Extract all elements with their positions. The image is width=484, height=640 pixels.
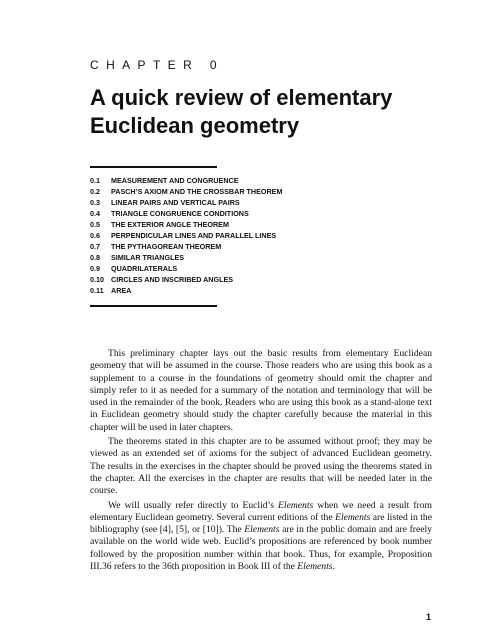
- toc-title: PASCH’S AXIOM AND THE CROSSBAR THEOREM: [111, 187, 283, 197]
- toc-number: 0.4: [90, 209, 100, 219]
- toc-item: [90, 208, 282, 219]
- chapter-title: [90, 84, 450, 140]
- text-run: are in the public domain and are freely available on the world wide web. Euclid’s propositions are referenced by book number followed by the proposition number within that book. Thus, for example, Proposition III.36 refers to the 36th proposition in Book III of the: [90, 524, 432, 573]
- book-title: Elements: [297, 561, 333, 573]
- toc-number: 0.2: [90, 187, 100, 197]
- toc-top-rule: [90, 166, 217, 168]
- toc-title: THE PYTHAGOREAN THEOREM: [111, 242, 222, 252]
- toc-item: [90, 230, 282, 241]
- chapter-title-line-1: A quick review of elementary: [90, 85, 393, 110]
- toc-title: LINEAR PAIRS AND VERTICAL PAIRS: [111, 198, 240, 208]
- toc-item: [90, 197, 282, 208]
- body-paragraph-2: The theorems stated in this chapter are to be assumed without proof; they may be viewed as an extended set of axioms for the subject of advanced Euclidean geometry. The results in the exercises in the chapter should be proved using the theorems stated in the chapter. All the exercises in the chapter are results that will be needed later in the course.: [90, 436, 432, 497]
- body-paragraph-1: This preliminary chapter lays out the basic results from elementary Euclidean geometry that will be assumed in the course. Those readers who are using this book as a supplement to a course in the foundations of geometry should omit the chapter and simply refer to it as needed for a summary of the notation and terminology that will be used in the remainder of the book. Readers who are using this book as a stand-alone text in Euclidean geometry should study the chapter carefully because the material in this chapter will be used in later chapters.: [90, 348, 432, 433]
- chapter-contents: [90, 175, 282, 297]
- toc-title: QUADRILATERALS: [111, 264, 178, 274]
- toc-item: [90, 241, 282, 252]
- toc-title: CIRCLES AND INSCRIBED ANGLES: [111, 275, 234, 285]
- toc-item: [90, 186, 282, 197]
- toc-number: 0.3: [90, 198, 100, 208]
- toc-item: [90, 252, 282, 263]
- toc-title: TRIANGLE CONGRUENCE CONDITIONS: [111, 209, 249, 219]
- book-title: Elements: [278, 499, 314, 511]
- toc-title: PERPENDICULAR LINES AND PARALLEL LINES: [111, 231, 277, 241]
- page-number: 1: [426, 612, 432, 622]
- toc-number: 0.8: [90, 253, 100, 263]
- text-run: .: [332, 561, 335, 573]
- text-run: when we need a result from elementary Euclidean geometry. Several current editions of the: [90, 499, 432, 523]
- toc-title: THE EXTERIOR ANGLE THEOREM: [111, 220, 229, 230]
- toc-item: [90, 274, 282, 285]
- chapter-title-line-2: Euclidean geometry: [90, 113, 300, 138]
- text-run: are listed in the bibliography (see [4], [5], or [10]). The: [90, 511, 432, 536]
- book-title: Elements: [244, 524, 280, 536]
- toc-item: [90, 285, 282, 296]
- text-run: We will usually refer directly to Euclid’s: [108, 499, 279, 511]
- toc-item: [90, 219, 282, 230]
- toc-item: [90, 175, 282, 186]
- toc-number: 0.10: [90, 275, 104, 285]
- toc-number: 0.6: [90, 231, 100, 241]
- toc-item: [90, 263, 282, 274]
- toc-number: 0.9: [90, 264, 100, 274]
- toc-title: AREA: [111, 286, 132, 296]
- book-title: Elements: [335, 511, 371, 523]
- chapter-body: [90, 348, 432, 575]
- toc-number: 0.7: [90, 242, 100, 252]
- toc-number: 0.11: [90, 286, 104, 296]
- toc-bottom-rule: [90, 305, 217, 307]
- toc-number: 0.5: [90, 220, 100, 230]
- toc-number: 0.1: [90, 176, 100, 185]
- chapter-label: CHAPTER 0: [90, 58, 224, 72]
- toc-title: SIMILAR TRIANGLES: [111, 253, 185, 263]
- toc-title: MEASUREMENT AND CONGRUENCE: [111, 176, 239, 185]
- body-paragraph-3: [90, 500, 432, 574]
